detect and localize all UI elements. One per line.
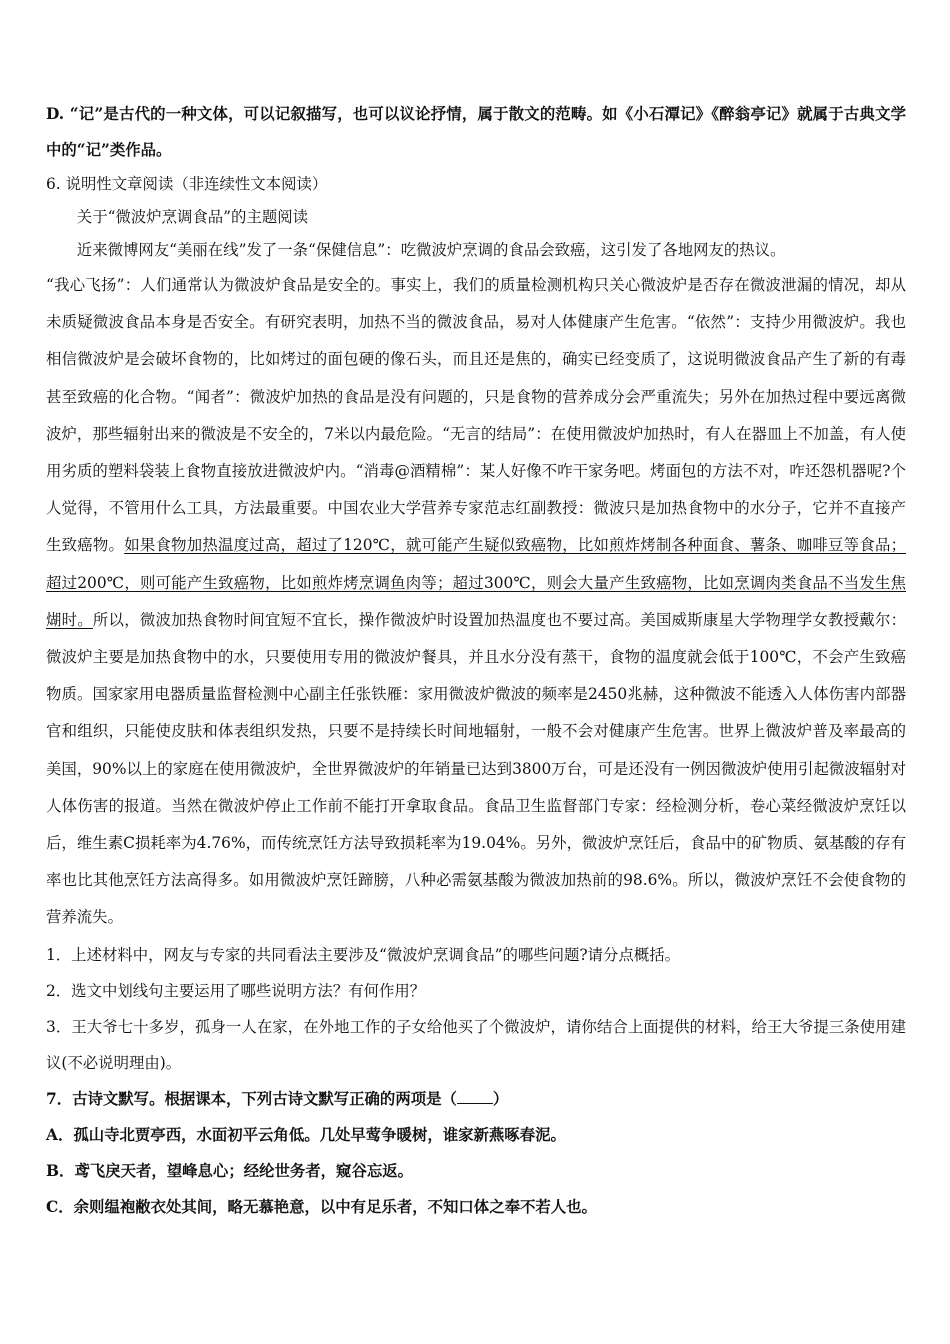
option-c-label: C．	[46, 1197, 74, 1216]
option-a-label: A．	[46, 1125, 74, 1144]
document-page	[46, 96, 906, 1225]
option-d-label: D.	[46, 105, 65, 123]
q7-option-a	[46, 1117, 906, 1153]
option-b-text: 鸢飞戾天者，望峰息心；经纶世务者，窥谷忘返。	[74, 1161, 414, 1180]
q6-subtitle: 关于“微波炉烹调食品”的主题阅读	[76, 208, 309, 226]
option-d	[46, 96, 906, 168]
q7-stem-after: ）	[492, 1089, 509, 1108]
passage-after: 所以，微波加热食物时间宜短不宜长，操作微波炉时设置加热温度也不要过高。美国威斯康星大学物理学女教授戴尔：微波炉主要是加热食物中的水，只要使用专用的微波炉餐具，并且水分没有蒸干，食物的温度就会低于100℃，不会产生致癌物质。国家家用电器质量监督检测中心副主任张铁雁：家用微波炉微波的频率是2450兆赫，这种微波不能透入人体伤害内部器官和组织，只能使皮肤和体表组织发热，只要不是持续长时间地辐射，一般不会对健康产生危害。世界上微波炉普及率最高的美国，90%以上的家庭在使用微波炉，全世界微波炉的年销量已达到3800万台，可是还没有一例因微波炉使用引起微波辐射对人体伤害的报道。当然在微波炉停止工作前不能打开拿取食品。食品卫生监督部门专家：经检测分析，卷心菜经微波炉烹饪以后，维生素C损耗率为4.76%，而传统烹饪方法导致损耗率为19.04%。另外，微波炉烹饪后，食品中的矿物质、氨基酸的存有率也比其他烹饪方法高得多。如用微波炉烹饪蹄膀，八种必需氨基酸为微波加热前的98.6%。所以，微波炉烹饪不会使食物的营养流失。	[46, 610, 906, 927]
option-d-text: “记”是古代的一种文体，可以记叙描写，也可以议论抒情，属于散文的范畴。如《小石潭记》《醉翁亭记》就属于古典文学中的“记”类作品。	[46, 105, 906, 159]
answer-blank	[457, 1089, 493, 1104]
question-1: 1．上述材料中，网友与专家的共同看法主要涉及“微波炉烹调食品”的哪些问题?请分点概括。	[46, 945, 681, 964]
q6-heading	[46, 168, 906, 201]
passage-underlined-sentence: 如果食物加热温度过高，超过了120℃，就可能产生疑似致癌物，比如煎炸烤制各种面食、薯条、咖啡豆等食品；超过200℃，则可能产生致癌物，比如煎炸烤烹调鱼肉等；超过300℃，则会大量产生致癌物，比如烹调肉类食品不当发生焦煳时。	[46, 536, 906, 629]
question-2: 2．选文中划线句主要运用了哪些说明方法？有何作用？	[46, 981, 426, 1000]
option-a-text: 孤山寺北贾亭西，水面初平云角低。几处早莺争暖树，谁家新燕啄春泥。	[73, 1125, 566, 1144]
q7-number: 7．	[46, 1089, 73, 1108]
q7-option-b	[46, 1153, 906, 1189]
q6-passage	[46, 267, 906, 937]
q7-stem	[46, 1081, 906, 1117]
q7-stem-before: 古诗文默写。根据课本，下列古诗文默写正确的两项是（	[72, 1089, 457, 1108]
question-3: 3．王大爷七十多岁，孤身一人在家，在外地工作的子女给他买了个微波炉，请你结合上面提供的材料，给王大爷提三条使用建议(不必说明理由)。	[46, 1017, 906, 1072]
q7-option-c	[46, 1189, 906, 1225]
option-b-label: B．	[46, 1161, 75, 1180]
option-c-text: 余则缊袍敝衣处其间，略无慕艳意，以中有足乐者，不知口体之奉不若人也。	[73, 1197, 597, 1216]
q6-number: 6.	[46, 175, 61, 193]
passage-before: “我心飞扬”：人们通常认为微波炉食品是安全的。事实上，我们的质量检测机构只关心微波炉是否存在微波泄漏的情况，却从未质疑微波食品本身是否安全。有研究表明，加热不当的微波食品，易对人体健康产生危害。“依然”：支持少用微波炉。我也相信微波炉是会破坏食物的，比如烤过的面包硬的像石头，而且还是焦的，确实已经变质了，这说明微波食品产生了新的有毒甚至致癌的化合物。“闻者”：微波炉加热的食品是没有问题的，只是食物的营养成分会严重流失；另外在加热过程中要远离微波炉，那些辐射出来的微波是不安全的，7米以内最危险。“无言的结局”：在使用微波炉加热时，有人在器皿上不加盖，有人使用劣质的塑料袋装上食物直接放进微波炉内。“消毒@酒精棉”：某人好像不咋干家务吧。烤面包的方法不对，咋还怨机器呢?个人觉得，不管用什么工具，方法最重要。中国农业大学营养专家范志红副教授：微波只是加热食物中的水分子，它并不直接产生致癌物。	[46, 276, 906, 555]
q6-title: 说明性文章阅读（非连续性文本阅读）	[65, 175, 328, 193]
q6-intro: 近来微博网友“美丽在线”发了一条“保健信息”：吃微波炉烹调的食品会致癌，这引发了各地网友的热议。	[76, 241, 786, 259]
